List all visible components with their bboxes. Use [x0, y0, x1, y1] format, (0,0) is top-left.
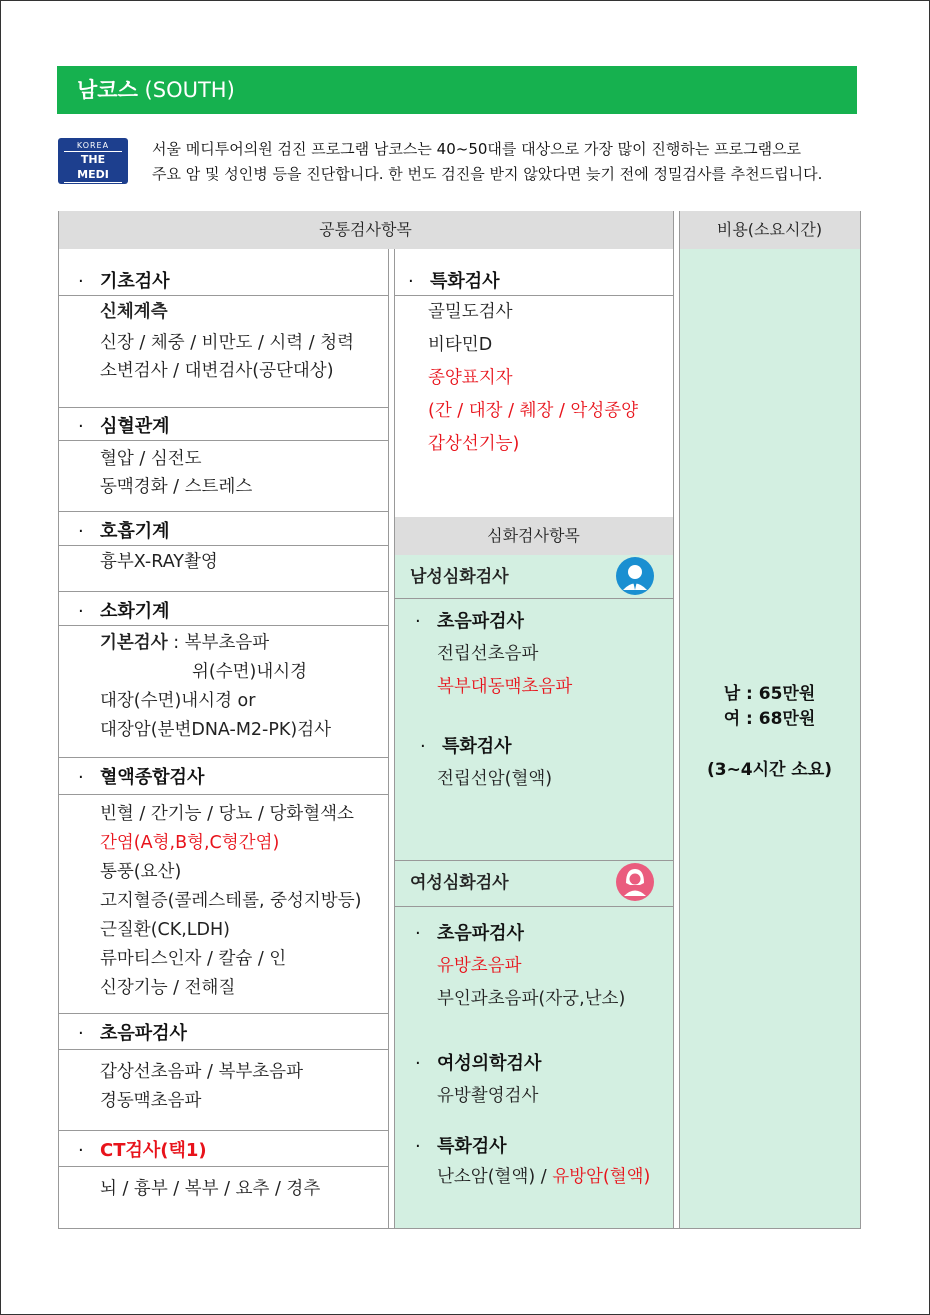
- row-line: [58, 511, 388, 512]
- section-blood-title: · 혈액종합검사: [78, 767, 205, 788]
- course-title: 남코스: [77, 78, 138, 102]
- logo-line-korea: KOREA: [76, 141, 110, 150]
- row-line: [58, 794, 388, 795]
- female-med-title: · 여성의학검사: [415, 1053, 542, 1074]
- male-person-icon: [616, 557, 654, 595]
- intro-line-1: 서울 메디투어의원 검진 프로그램 남코스는 40~50대를 대상으로 가장 많이 진행하는 프로그램으로: [152, 140, 802, 158]
- female-med-1: 유방촬영검사: [437, 1086, 539, 1106]
- special-line-2: 비타민D: [428, 335, 493, 355]
- blood-line-1: 빈혈 / 간기능 / 당뇨 / 당화혈색소: [100, 804, 354, 824]
- table-border-left: [58, 211, 59, 1228]
- intro-text: [152, 137, 872, 187]
- digest-line-1: 기본검사 : 복부초음파: [100, 633, 270, 653]
- cost-block: [679, 682, 860, 783]
- cost-male: 남 : 65만원: [723, 684, 816, 704]
- basic-sub-title: 신체계측: [100, 302, 168, 322]
- male-ultra-1: 전립선초음파: [437, 644, 539, 664]
- row-line: [58, 295, 388, 296]
- section-ultra-title: · 초음파검사: [78, 1023, 187, 1044]
- cost-female: 여 : 68만원: [723, 709, 816, 729]
- row-line: [58, 757, 388, 758]
- table-divider-1: [388, 249, 389, 1228]
- cost-time: (3~4시간 소요): [706, 760, 833, 780]
- blood-line-2: 간염(A형,B형,C형간염): [100, 833, 280, 853]
- row-line: [394, 906, 673, 907]
- male-spec-title: · 특화검사: [420, 736, 512, 757]
- row-line: [58, 1130, 388, 1131]
- row-line: [58, 407, 388, 408]
- ultra-line-2: 경동맥초음파: [100, 1091, 202, 1111]
- digest-line-2: 위(수면)내시경: [192, 662, 308, 682]
- table-border-bottom: [58, 1228, 861, 1229]
- section-basic-title: · 기초검사: [78, 271, 170, 292]
- course-subtitle: (SOUTH): [144, 78, 235, 102]
- the-medi-tour-logo: [58, 138, 128, 193]
- row-line: [394, 598, 673, 599]
- common-items-header: 공통검사항목: [58, 211, 673, 249]
- digest-line-3: 대장(수면)내시경 or: [100, 691, 256, 711]
- row-line: [58, 440, 388, 441]
- cost-header: 비용(소요시간): [679, 211, 860, 249]
- female-advanced-title: 여성심화검사: [410, 873, 509, 893]
- section-special-title: · 특화검사: [408, 271, 500, 292]
- section-resp-title: · 호흡기계: [78, 521, 170, 542]
- row-line: [58, 1013, 388, 1014]
- blood-line-3: 통풍(요산): [100, 862, 182, 882]
- blood-line-7: 신장기능 / 전해질: [100, 978, 236, 998]
- special-line-4: (간 / 대장 / 췌장 / 악성종양: [428, 401, 639, 421]
- female-person-icon: [616, 863, 654, 901]
- ct-line-1: 뇌 / 흉부 / 복부 / 요추 / 경추: [100, 1179, 321, 1199]
- section-digest-title: · 소화기계: [78, 601, 170, 622]
- section-cardio-title: · 심혈관계: [78, 416, 170, 437]
- logo-line-themedi: THE MEDI: [64, 151, 122, 183]
- blood-line-5: 근질환(CK,LDH): [100, 920, 231, 940]
- female-ultra-title: · 초음파검사: [415, 923, 524, 944]
- special-line-5: 갑상선기능): [428, 434, 520, 454]
- female-spec-1: 난소암(혈액) / 유방암(혈액): [437, 1167, 651, 1187]
- resp-line-1: 흉부X-RAY촬영: [100, 552, 218, 572]
- row-line: [58, 591, 388, 592]
- male-advanced-title: 남성심화검사: [410, 567, 509, 587]
- female-spec-title: · 특화검사: [415, 1136, 507, 1157]
- row-line: [58, 545, 388, 546]
- section-ct-title: · CT검사(택1): [78, 1140, 207, 1161]
- logo-line-tour: TOUR: [79, 184, 107, 193]
- basic-line-1: 신장 / 체중 / 비만도 / 시력 / 청력: [100, 333, 355, 353]
- special-line-3: 종양표지자: [428, 368, 513, 388]
- male-ultra-title: · 초음파검사: [415, 611, 524, 632]
- blood-line-6: 류마티스인자 / 칼슘 / 인: [100, 949, 287, 969]
- female-ultra-1: 유방초음파: [437, 956, 522, 976]
- digest-line-4: 대장암(분변DNA-M2-PK)검사: [100, 720, 332, 740]
- male-ultra-2: 복부대동맥초음파: [437, 677, 573, 697]
- row-line: [58, 1166, 388, 1167]
- cardio-line-2: 동맥경화 / 스트레스: [100, 477, 253, 497]
- row-line: [394, 295, 673, 296]
- female-ultra-2: 부인과초음파(자궁,난소): [437, 989, 626, 1009]
- table-divider-3: [673, 211, 674, 1228]
- ultra-line-1: 갑상선초음파 / 복부초음파: [100, 1062, 303, 1082]
- table-divider-2: [394, 249, 395, 1228]
- row-line: [58, 1049, 388, 1050]
- basic-line-2: 소변검사 / 대변검사(공단대상): [100, 361, 334, 381]
- row-line: [58, 625, 388, 626]
- special-line-1: 골밀도검사: [428, 302, 513, 322]
- blood-line-4: 고지혈증(콜레스테롤, 중성지방등): [100, 891, 362, 911]
- cardio-line-1: 혈압 / 심전도: [100, 449, 202, 469]
- row-line: [394, 860, 673, 861]
- advanced-items-header: 심화검사항목: [394, 517, 673, 555]
- intro-line-2: 주요 암 및 성인병 등을 진단합니다. 한 번도 검진을 받지 않았다면 늦기 전에 정밀검사를 추천드립니다.: [152, 165, 823, 183]
- table-border-right: [860, 211, 861, 1228]
- male-spec-1: 전립선암(혈액): [437, 769, 553, 789]
- course-header-bar: [57, 66, 857, 114]
